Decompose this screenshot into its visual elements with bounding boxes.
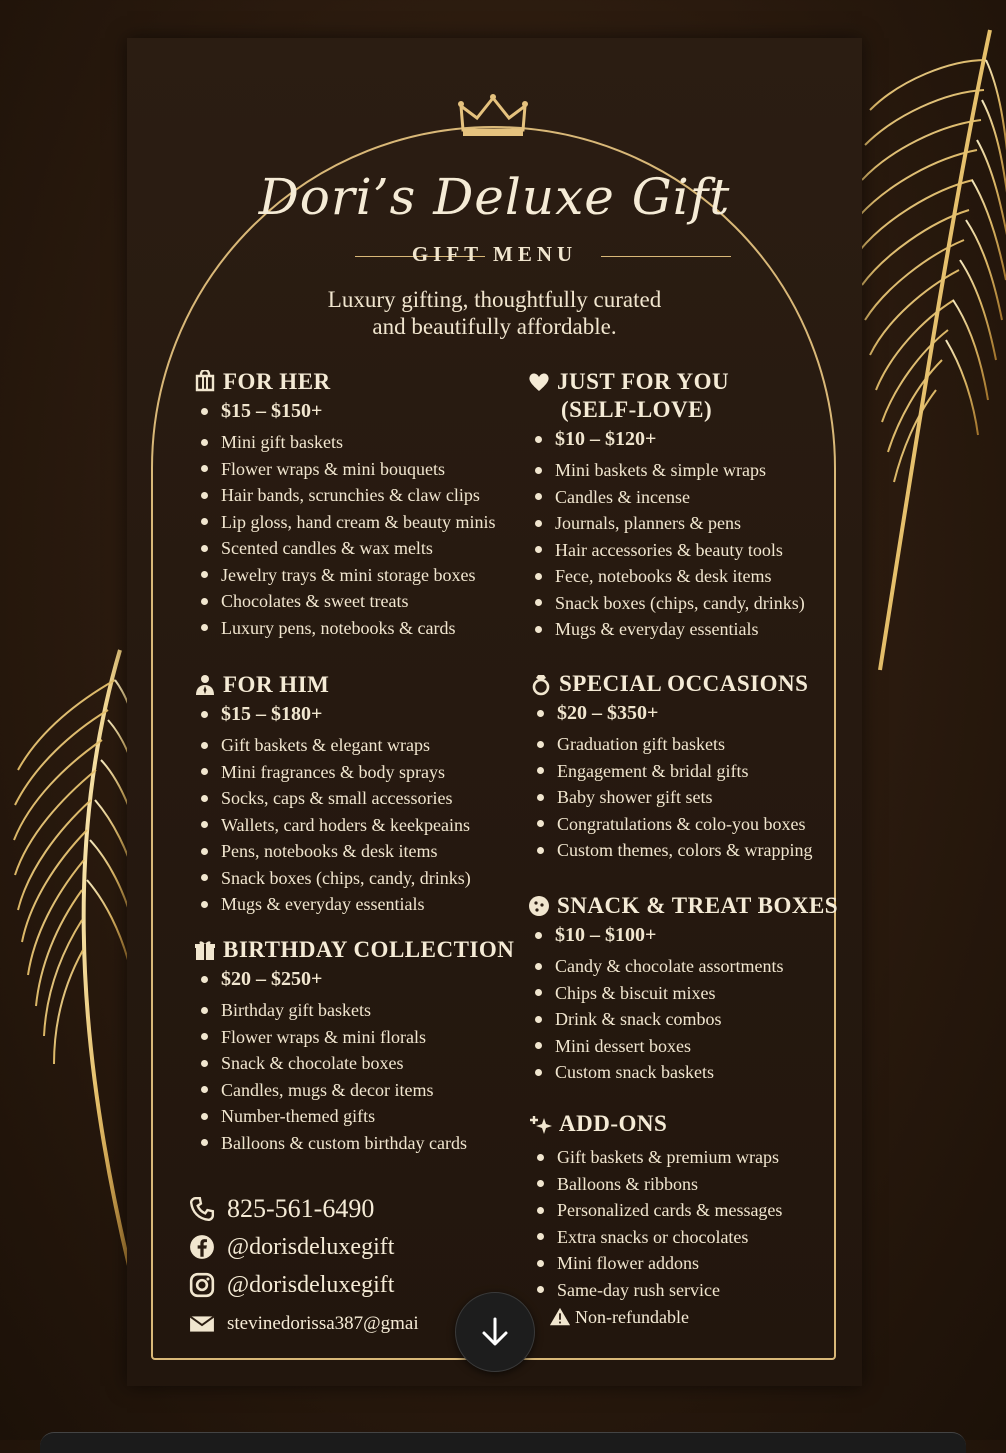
facebook-handle[interactable]: @dorisdeluxegift: [227, 1233, 395, 1260]
list-item: Mini dessert boxes: [535, 1033, 838, 1060]
list-item: Candles, mugs & decor items: [201, 1077, 514, 1104]
phone-number[interactable]: 825-561-6490: [227, 1194, 375, 1223]
ring-icon: [529, 670, 559, 698]
envelope-icon: [189, 1311, 227, 1337]
sparkle-plus-icon: [529, 1110, 559, 1138]
section-just-for-you: JUST FOR YOU (SELF-LOVE) $10 – $120+ Mini baskets & simple wraps Candles & incense Journals, planners & pens Hair accessories & beauty tools Fece, notebooks & desk items Snack boxes (chips, candy, drinks) Mugs & everyday essentials: [527, 368, 805, 643]
warning-icon: [549, 1306, 575, 1328]
list-item: Wallets, card hoders & keekpeains: [201, 812, 471, 839]
list-item: Lip gloss, hand cream & beauty minis: [201, 509, 495, 536]
list-item: Chocolates & sweet treats: [201, 588, 495, 615]
list-item: Balloons & custom birthday cards: [201, 1130, 514, 1157]
heart-icon: [527, 368, 557, 396]
list-item: Graduation gift baskets: [537, 731, 812, 758]
list-item: Balloons & ribbons: [537, 1171, 782, 1198]
list-item: Flower wraps & mini bouquets: [201, 456, 495, 483]
list-item: Scented candles & wax melts: [201, 535, 495, 562]
list-item: Mini baskets & simple wraps: [535, 457, 805, 484]
bottom-sheet-edge: [40, 1432, 966, 1453]
price-range: $15 – $180+: [201, 703, 471, 726]
list-item: Custom themes, colors & wrapping: [537, 837, 812, 864]
list-item: Gift baskets & elegant wraps: [201, 732, 471, 759]
list-item: Snack boxes (chips, candy, drinks): [535, 590, 805, 617]
list-item: Candles & incense: [535, 484, 805, 511]
list-item: Chips & biscuit mixes: [535, 980, 838, 1007]
menu-subtitle: GIFT MENU: [411, 242, 578, 266]
list-item: Mugs & everyday essentials: [201, 891, 471, 918]
price-range: $10 – $120+: [535, 428, 805, 451]
list-item: Engagement & bridal gifts: [537, 758, 812, 785]
gift-bag-icon: [193, 368, 223, 396]
gift-menu-card: [127, 38, 862, 1386]
list-item: Mini gift baskets: [201, 429, 495, 456]
scroll-down-button[interactable]: [455, 1292, 535, 1372]
list-item: Mini flower addons: [537, 1250, 782, 1277]
list-item: Candy & chocolate assortments: [535, 953, 838, 980]
price-range: $15 – $150+: [201, 400, 495, 423]
list-item: Luxury pens, notebooks & cards: [201, 615, 495, 642]
gold-feather-right: [840, 20, 1006, 680]
email-row[interactable]: [189, 1304, 419, 1344]
list-item: Number-themed gifts: [201, 1103, 514, 1130]
list-item: Pens, notebooks & desk items: [201, 838, 471, 865]
list-item: Baby shower gift sets: [537, 784, 812, 811]
list-item: Socks, caps & small accessories: [201, 785, 471, 812]
section-for-her: FOR HER $15 – $150+ Mini gift baskets Flower wraps & mini bouquets Hair bands, scrunchies & claw clips Lip gloss, hand cream & beauty minis Scented candles & wax melts Jewelry trays & mini storage boxes Chocolates & sweet treats Luxury pens, notebooks & cards: [193, 368, 495, 641]
instagram-handle[interactable]: @dorisdeluxegift: [227, 1271, 395, 1298]
list-item: Hair accessories & beauty tools: [535, 537, 805, 564]
arrow-down-icon: [478, 1315, 512, 1349]
list-item: Journals, planners & pens: [535, 510, 805, 537]
list-item: Birthday gift baskets: [201, 997, 514, 1024]
facebook-row[interactable]: [189, 1228, 419, 1266]
tagline: Luxury gifting, thoughtfully curated and beautifully affordable.: [327, 287, 662, 339]
facebook-icon: [189, 1234, 227, 1260]
instagram-row[interactable]: [189, 1266, 419, 1304]
list-item: Custom snack baskets: [535, 1059, 838, 1086]
list-item: Extra snacks or chocolates: [537, 1224, 782, 1251]
man-icon: [193, 671, 223, 699]
list-item: Same-day rush service: [537, 1277, 782, 1304]
cookie-icon: [527, 892, 557, 920]
price-range: $20 – $250+: [201, 968, 514, 991]
list-item: Drink & snack combos: [535, 1006, 838, 1033]
price-range: $10 – $100+: [535, 924, 838, 947]
contact-block: [189, 1190, 419, 1344]
brand-title: Dori’s Deluxe Gift: [258, 168, 731, 226]
non-refundable-note: Non-refundable: [549, 1303, 782, 1331]
list-item: Snack boxes (chips, candy, drinks): [201, 865, 471, 892]
list-item: Snack & chocolate boxes: [201, 1050, 514, 1077]
list-item: Congratulations & colo-you boxes: [537, 811, 812, 838]
phone-icon: [189, 1196, 227, 1222]
gift-box-icon: [193, 936, 223, 964]
section-snack-boxes: SNACK & TREAT BOXES $10 – $100+ Candy & chocolate assortments Chips & biscuit mixes Drink & snack combos Mini dessert boxes Custom snack baskets: [527, 892, 838, 1086]
email-address[interactable]: stevinedorissa387@gmai: [227, 1313, 419, 1334]
list-item: Personalized cards & messages: [537, 1197, 782, 1224]
price-range: $20 – $350+: [537, 702, 812, 725]
section-add-ons: ADD-ONS Gift baskets & premium wraps Balloons & ribbons Personalized cards & messages Extra snacks or chocolates Mini flower addons Same-day rush service Non-refundable: [529, 1110, 782, 1331]
list-item: Gift baskets & premium wraps: [537, 1144, 782, 1171]
list-item: Mugs & everyday essentials: [535, 616, 805, 643]
section-special-occasions: SPECIAL OCCASIONS $20 – $350+ Graduation gift baskets Engagement & bridal gifts Baby shower gift sets Congratulations & colo-you boxes Custom themes, colors & wrapping: [529, 670, 812, 864]
list-item: Hair bands, scrunchies & claw clips: [201, 482, 495, 509]
section-for-him: FOR HIM $15 – $180+ Gift baskets & elegant wraps Mini fragrances & body sprays Socks, caps & small accessories Wallets, card hoders & keekpeains Pens, notebooks & desk items Snack boxes (chips, candy, drinks) Mugs & everyday essentials: [193, 671, 471, 918]
phone-row[interactable]: [189, 1190, 419, 1228]
list-item: Fece, notebooks & desk items: [535, 563, 805, 590]
crown-icon: [457, 94, 529, 138]
list-item: Mini fragrances & body sprays: [201, 759, 471, 786]
list-item: Jewelry trays & mini storage boxes: [201, 562, 495, 589]
instagram-icon: [189, 1272, 227, 1298]
list-item: Flower wraps & mini florals: [201, 1024, 514, 1051]
section-birthday: BIRTHDAY COLLECTION $20 – $250+ Birthday gift baskets Flower wraps & mini florals Snack & chocolate boxes Candles, mugs & decor items Number-themed gifts Balloons & custom birthday cards: [193, 936, 514, 1156]
